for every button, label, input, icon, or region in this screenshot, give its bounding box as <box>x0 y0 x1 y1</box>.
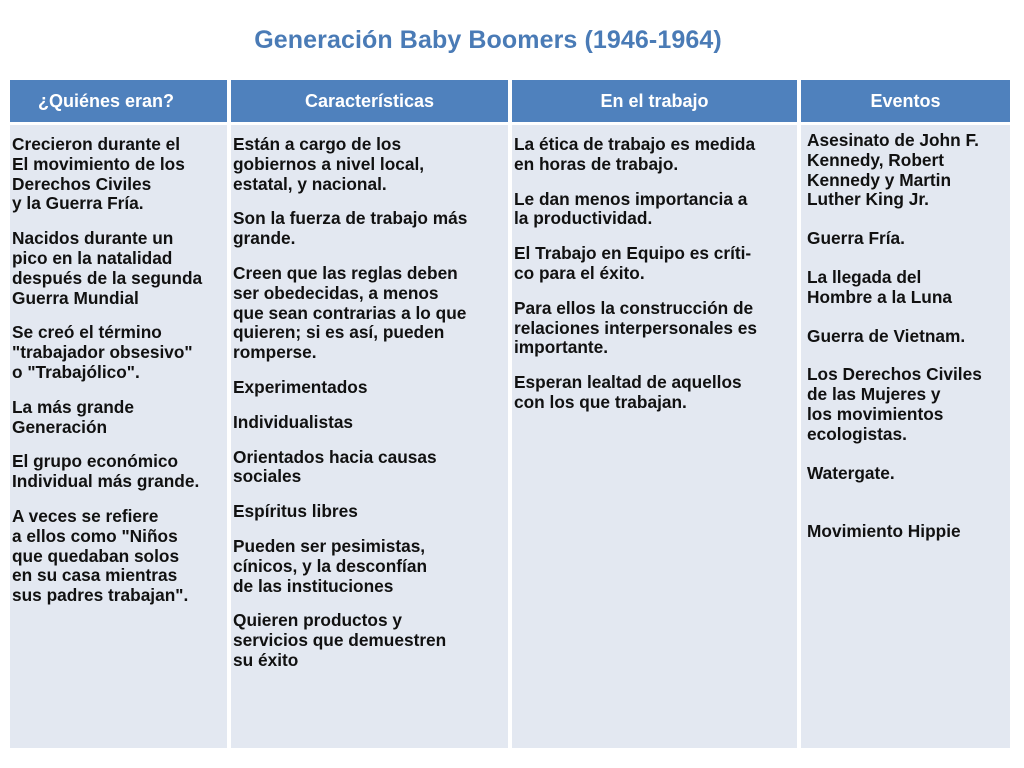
list-item: La llegada del Hombre a la Luna <box>807 266 953 307</box>
column-header-label: Eventos <box>870 90 941 111</box>
list-item: Creen que las reglas deben ser obedecidas, a menos que sean contrarias a lo que quieren; si es así, pueden romperse. <box>233 262 467 363</box>
list-item: Watergate. <box>807 462 895 483</box>
list-item: Nacidos durante un pico en la natalidad después de la segunda Guerra Mundial <box>12 228 203 308</box>
list-item: Orientados hacia causas sociales <box>233 446 437 487</box>
list-item: Movimiento Hippie <box>807 521 961 542</box>
column-body <box>801 125 1010 748</box>
column-eventos <box>801 80 1010 748</box>
list-item: Guerra Fría. <box>807 228 905 249</box>
page-title: Generación Baby Boomers (1946-1964) <box>254 26 722 54</box>
column-header <box>231 80 508 122</box>
column-body <box>231 125 508 748</box>
list-item: El Trabajo en Equipo es críti- co para el éxito. <box>514 243 752 283</box>
column-header <box>801 80 1010 122</box>
column-caracteristicas <box>231 80 508 748</box>
list-item: La más grande Generación <box>12 396 134 437</box>
column-header-label: Características <box>304 90 435 111</box>
list-item: Pueden ser pesimistas, cínicos, y la desconfían de las instituciones <box>233 535 428 596</box>
list-item: Asesinato de John F. Kennedy, Robert Kennedy y Martin Luther King Jr. <box>807 130 979 210</box>
list-item: Los Derechos Civiles de las Mujeres y los movimientos ecologistas. <box>807 364 982 444</box>
column-body <box>512 125 797 748</box>
column-en-el-trabajo <box>512 80 797 748</box>
column-header <box>512 80 797 122</box>
column-header-label: En el trabajo <box>600 90 709 111</box>
list-item: El grupo económico Individual más grande. <box>12 451 200 492</box>
column-body <box>10 125 227 748</box>
list-item: La ética de trabajo es medida en horas de trabajo. <box>514 134 756 174</box>
list-item: Para ellos la construcción de relaciones interpersonales es importante. <box>514 297 758 358</box>
column-header-label: ¿Quiénes eran? <box>38 90 175 111</box>
list-item: Individualistas <box>233 411 354 432</box>
column-header <box>10 80 227 122</box>
list-item: Experimentados <box>233 376 368 397</box>
column-quienes-eran <box>10 80 227 748</box>
comparison-table <box>10 80 1010 748</box>
list-item: Quieren productos y servicios que demuestren su éxito <box>233 610 447 670</box>
list-item: A veces se refiere a ellos como "Niños que quedaban solos en su casa mientras sus padres trabajan". <box>12 505 189 606</box>
list-item: Son la fuerza de trabajo más grande. <box>233 208 468 249</box>
list-item: Espíritus libres <box>233 501 358 522</box>
list-item: Están a cargo de los gobiernos a nivel local, estatal, y nacional. <box>233 134 425 194</box>
list-item: Se creó el término "trabajador obsesivo" o "Trabajólico". <box>12 322 193 382</box>
list-item: Esperan lealtad de aquellos con los que trabajan. <box>514 372 742 412</box>
list-item: Guerra de Vietnam. <box>807 325 966 346</box>
list-item: Le dan menos importancia a la productividad. <box>514 188 748 229</box>
list-item: Crecieron durante el El movimiento de los Derechos Civiles y la Guerra Fría. <box>12 134 185 214</box>
